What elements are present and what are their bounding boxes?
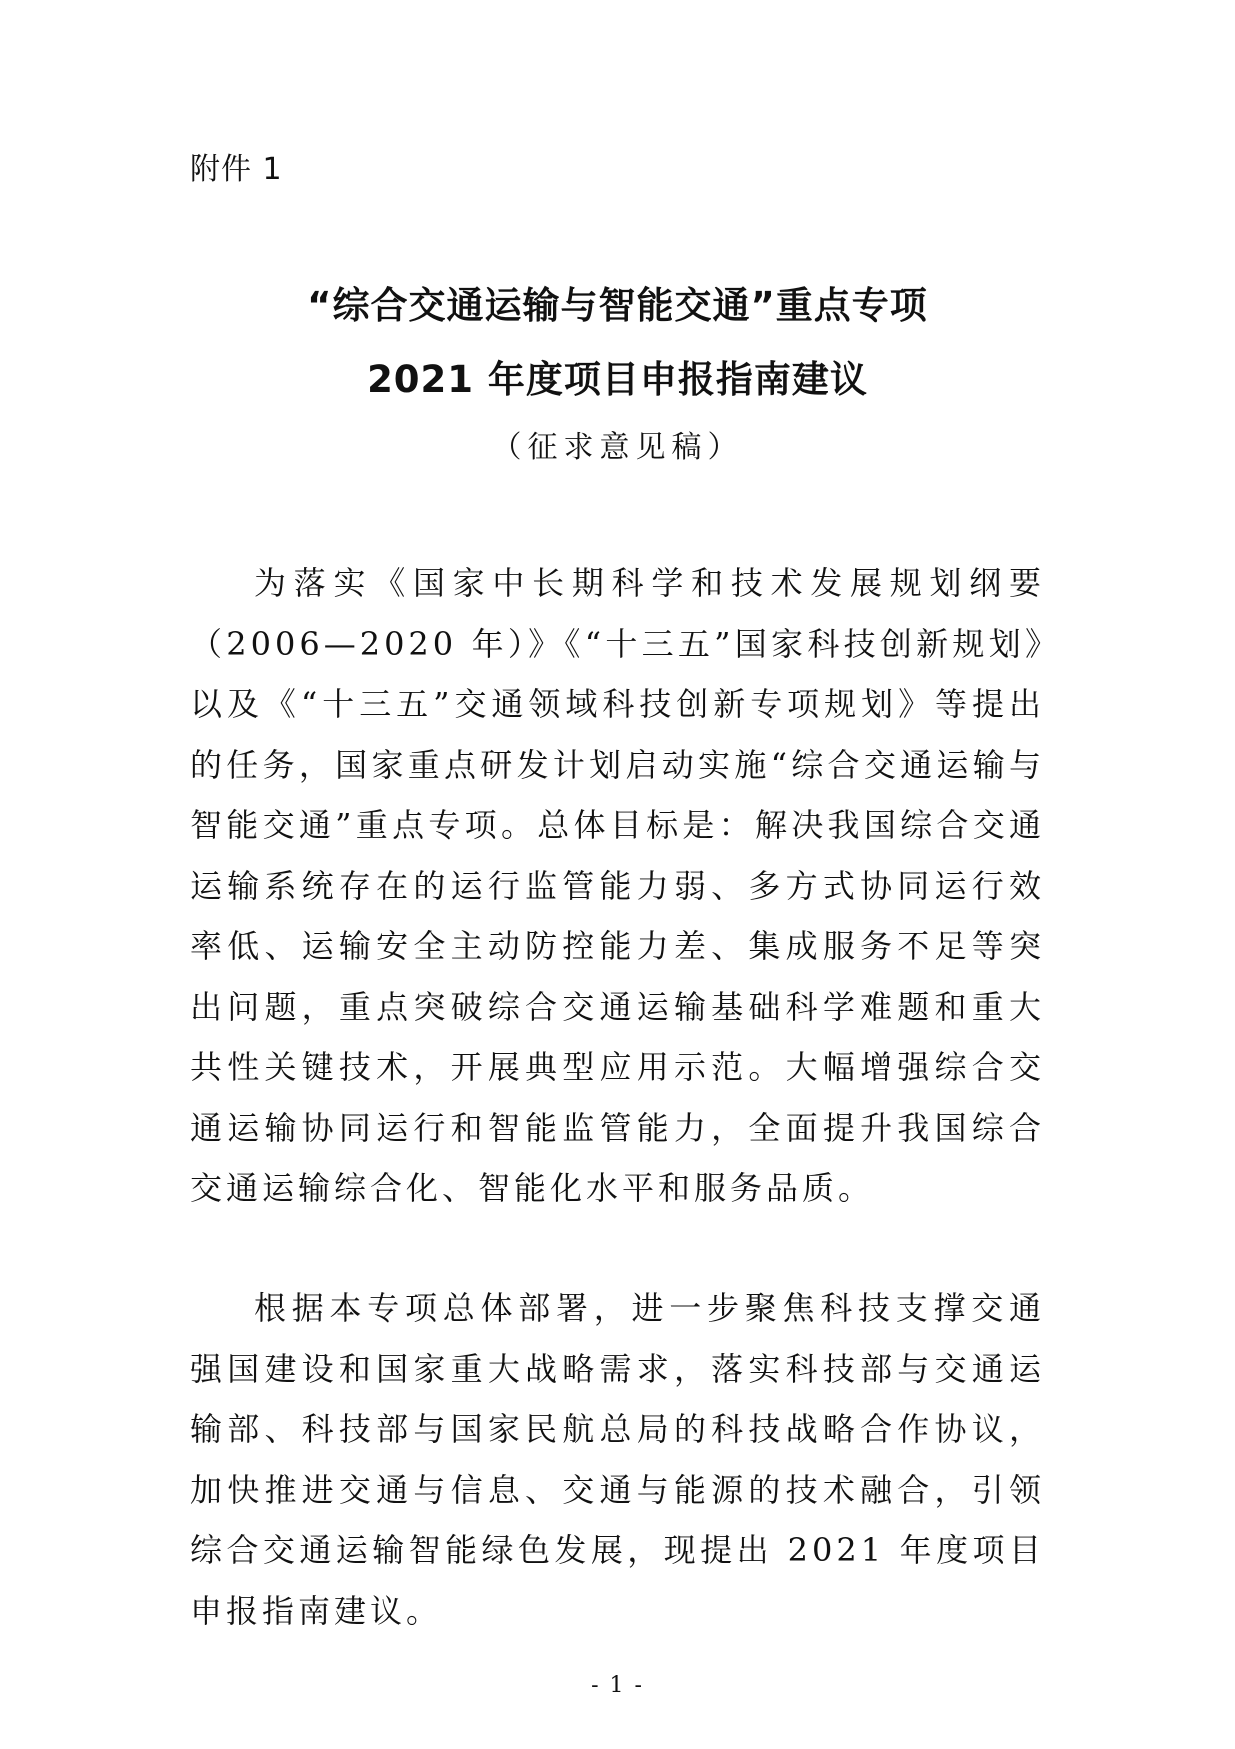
document-title-line-1: “综合交通运输与智能交通”重点专项 — [307, 284, 928, 327]
document-subtitle: （征求意见稿） — [491, 430, 744, 465]
body-paragraph-2: 根据本专项总体部署，进一步聚焦科技支撑交通强国建设和国家重大战略需求，落实科技部与交通运输部、科技部与国家民航总局的科技战略合作协议，加快推进交通与信息、交通与能源的技术融合，引领综合交通运输智能绿色发展，现提出 2021 年度项目申报指南建议。 — [190, 1289, 1045, 1630]
body-paragraph-1: 为落实《国家中长期科学和技术发展规划纲要（2006—2020 年）》《“十三五”国家科技创新规划》以及《“十三五”交通领域科技创新专项规划》等提出的任务，国家重点研发计划启动实施“综合交通运输与智能交通”重点专项。总体目标是：解决我国综合交通运输系统存在的运行监管能力弱、多方式协同运行效率低、运输安全主动防控能力差、集成服务不足等突出问题，重点突破综合交通运输基础科学难题和重大共性关键技术，开展典型应用示范。大幅增强综合交通运输协同运行和智能监管能力，全面提升我国综合交通运输综合化、智能化水平和服务品质。 — [190, 564, 1045, 1207]
document-title-line-2: 2021 年度项目申报指南建议 — [367, 358, 868, 401]
attachment-label: 附件 1 — [190, 152, 283, 187]
page-number: - 1 - — [591, 1673, 644, 1698]
